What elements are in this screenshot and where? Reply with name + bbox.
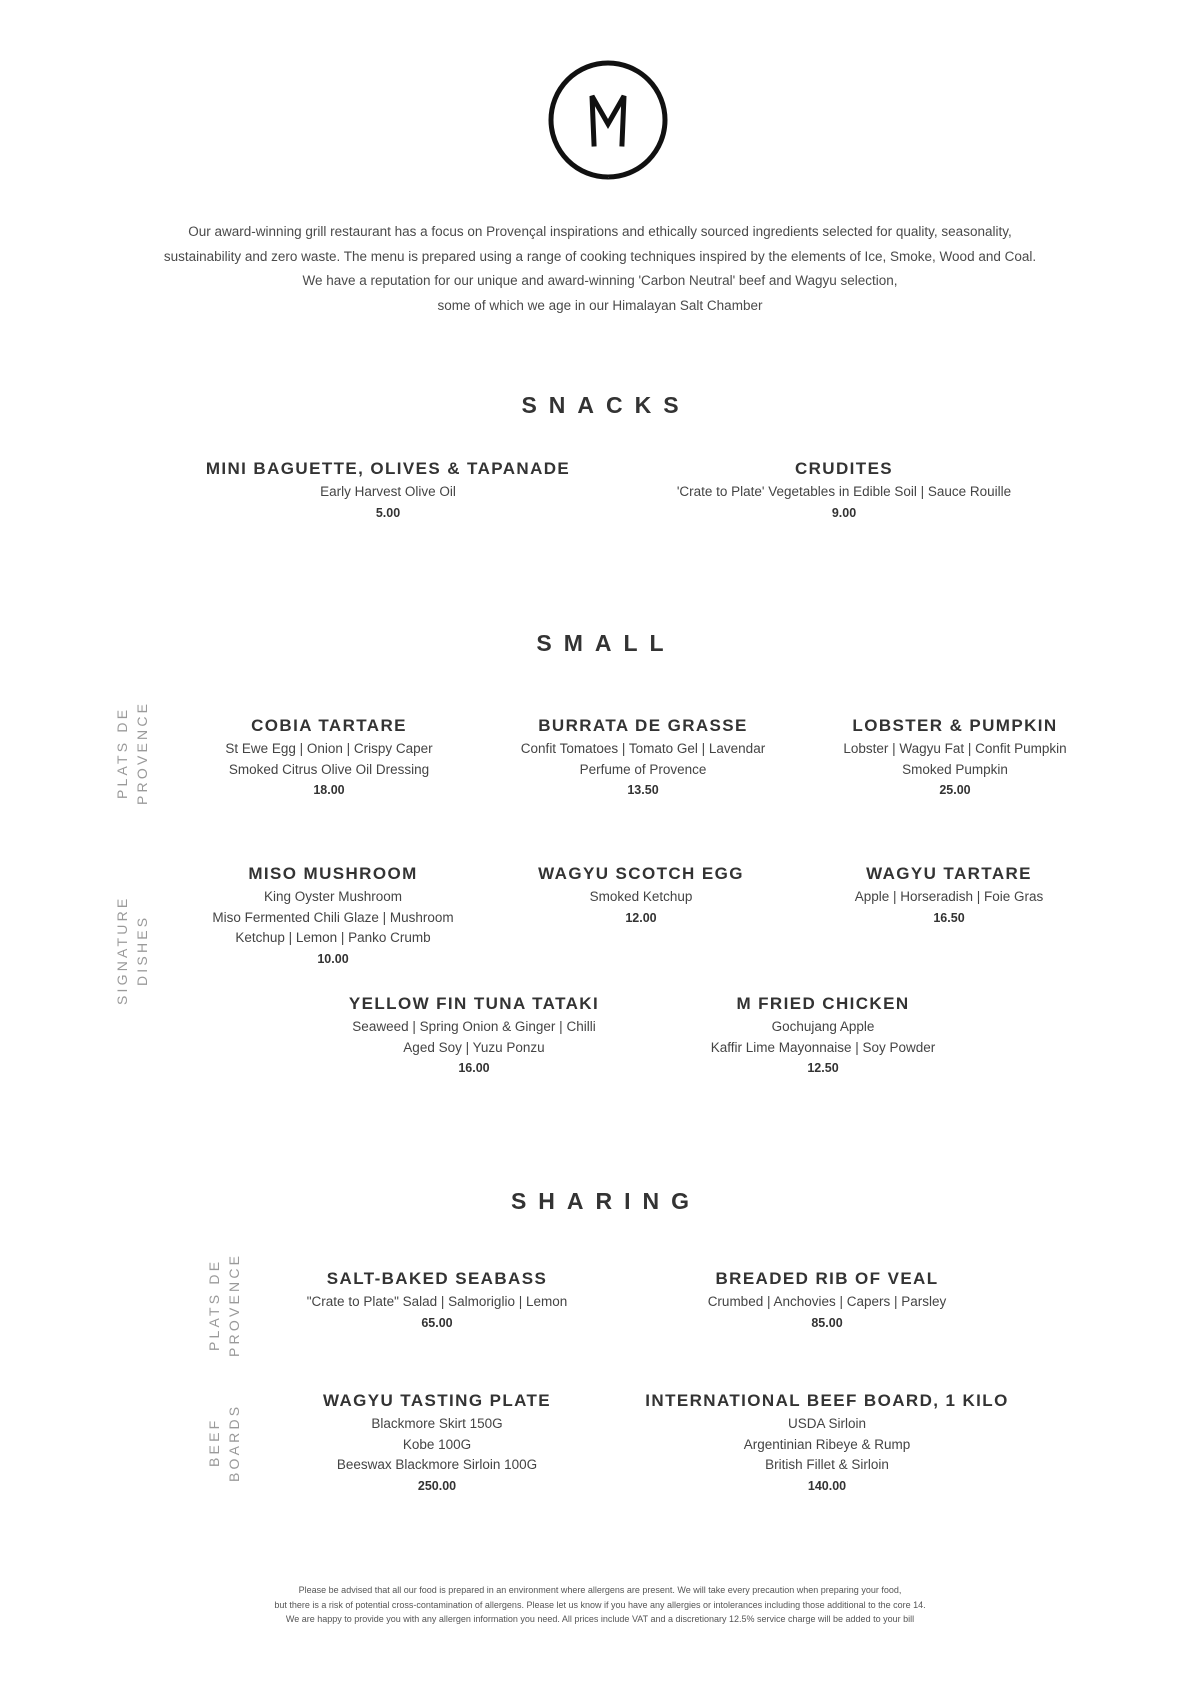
menu-item <box>645 1390 1008 1496</box>
item-name: WAGYU SCOTCH EGG <box>538 864 744 883</box>
menu-item <box>711 993 936 1078</box>
item-name: MINI BAGUETTE, OLIVES & TAPANADE <box>205 459 571 478</box>
item-price: 9.00 <box>831 505 857 520</box>
menu-item <box>349 993 599 1078</box>
item-name: M FRIED CHICKEN <box>736 994 910 1013</box>
menu-item <box>206 458 570 523</box>
item-price: 25.00 <box>939 783 971 797</box>
section-title-snacks: SNACKS <box>521 392 691 418</box>
item-price: 12.00 <box>625 910 657 925</box>
menu-item <box>708 1268 947 1333</box>
item-desc: Confit Tomatoes | Tomato Gel | Lavendar <box>520 741 766 756</box>
item-desc: Miso Fermented Chili Glaze | Mushroom <box>212 909 454 925</box>
item-name: COBIA TARTARE <box>251 716 407 735</box>
intro-line: sustainability and zero waste. The menu is prepared using a range of cooking techniques inspired by the elements of Ice, Smoke, Wood and Coal. <box>163 248 1037 264</box>
menu-item <box>843 715 1066 800</box>
menu-item <box>538 863 744 928</box>
item-desc: Seaweed | Spring Onion & Ginger | Chilli <box>352 1019 596 1034</box>
item-name: WAGYU TARTARE <box>866 864 1032 883</box>
menu-item <box>307 1268 567 1333</box>
menu-item <box>323 1390 551 1496</box>
item-name: LOBSTER & PUMPKIN <box>852 716 1058 735</box>
item-price: 65.00 <box>421 1315 453 1330</box>
m-monogram-logo <box>548 60 668 180</box>
side-label-line: PROVENCE <box>134 700 150 806</box>
menu-item <box>212 863 453 969</box>
logo-letter: M <box>608 178 609 179</box>
side-label-beef-boards <box>204 1400 244 1485</box>
footer-line: Please be advised that all our food is prepared in an environment where allergens are present. We will take every precaution when preparing your food, <box>298 1585 902 1595</box>
item-desc: King Oyster Mushroom <box>263 889 403 904</box>
item-name: MISO MUSHROOM <box>248 864 418 883</box>
item-desc: Crumbed | Anchovies | Capers | Parsley <box>707 1294 947 1309</box>
item-desc: Beeswax Blackmore Sirloin 100G <box>336 1457 538 1472</box>
side-label-line: PLATS DE <box>114 706 130 800</box>
item-desc: Lobster | Wagyu Fat | Confit Pumpkin <box>843 741 1067 756</box>
intro-line: some of which we age in our Himalayan Salt Chamber <box>437 297 763 313</box>
side-label-signature-dishes <box>112 890 152 1010</box>
item-name: BURRATA DE GRASSE <box>538 716 748 735</box>
item-desc: Smoked Pumpkin <box>902 761 1008 777</box>
intro-line: Our award-winning grill restaurant has a focus on Provençal inspirations and ethically sourced ingredients selected for quality, seasonality, <box>188 224 1012 239</box>
allergen-notice <box>150 1583 1050 1627</box>
item-name: INTERNATIONAL BEEF BOARD, 1 KILO <box>645 1391 1009 1410</box>
item-desc: Smoked Ketchup <box>589 889 693 904</box>
item-desc: British Fillet & Sirloin <box>765 1457 889 1472</box>
menu-item <box>225 715 432 800</box>
item-desc: Gochujang Apple <box>771 1019 875 1034</box>
item-desc: Kobe 100G <box>402 1436 472 1452</box>
item-desc: 'Crate to Plate' Vegetables in Edible Soil | Sauce Rouille <box>676 484 1012 499</box>
menu-item <box>677 458 1011 523</box>
item-desc: Blackmore Skirt 150G <box>371 1416 503 1431</box>
side-label-line: DISHES <box>134 914 150 986</box>
side-label-line: PLATS DE <box>206 1258 222 1352</box>
item-name: WAGYU TASTING PLATE <box>322 1391 552 1410</box>
side-label-line: BOARDS <box>226 1403 242 1482</box>
item-name: BREADED RIB OF VEAL <box>715 1269 939 1288</box>
item-desc: Apple | Horseradish | Foie Gras <box>854 889 1044 904</box>
side-label-plats-de-provence <box>112 698 152 808</box>
item-price: 250.00 <box>417 1478 457 1493</box>
item-desc: USDA Sirloin <box>787 1416 867 1431</box>
item-desc: Argentinian Ribeye & Rump <box>743 1436 911 1452</box>
item-price: 10.00 <box>317 951 349 966</box>
item-price: 16.50 <box>933 910 965 925</box>
item-name: SALT-BAKED SEABASS <box>326 1269 548 1288</box>
item-desc: Aged Soy | Yuzu Ponzu <box>403 1039 545 1055</box>
item-name: CRUDITES <box>794 459 894 478</box>
footer-line: We are happy to provide you with any allergen information you need. All prices include VAT and a discretionary 12.5% service charge will be added to your bill <box>285 1614 915 1624</box>
side-label-line: PROVENCE <box>226 1252 242 1358</box>
item-price: 18.00 <box>313 783 345 797</box>
side-label-plats-de-provence <box>204 1250 244 1360</box>
item-desc: Smoked Citrus Olive Oil Dressing <box>228 761 430 777</box>
item-price: 140.00 <box>807 1478 847 1493</box>
item-price: 13.50 <box>627 783 659 797</box>
item-desc: Perfume of Provence <box>579 761 707 777</box>
item-desc: Kaffir Lime Mayonnaise | Soy Powder <box>710 1039 936 1055</box>
intro-line: We have a reputation for our unique and award-winning 'Carbon Neutral' beef and Wagyu selection, <box>302 273 898 288</box>
intro-text <box>100 220 1100 318</box>
side-label-line: BEEF <box>206 1417 222 1468</box>
menu-item <box>855 863 1044 928</box>
section-title-small: SMALL <box>536 630 676 656</box>
item-desc: St Ewe Egg | Onion | Crispy Caper <box>225 741 433 756</box>
section-title-sharing: SHARING <box>510 1188 702 1214</box>
item-name: YELLOW FIN TUNA TATAKI <box>348 994 600 1013</box>
item-price: 12.50 <box>807 1061 839 1075</box>
item-desc: Early Harvest Olive Oil <box>320 484 456 499</box>
item-desc: Ketchup | Lemon | Panko Crumb <box>235 930 431 945</box>
item-desc: "Crate to Plate" Salad | Salmoriglio | Lemon <box>306 1294 568 1309</box>
footer-line: but there is a risk of potential cross-contamination of allergens. Please let us know if you have any allergies or intolerances including those additional to the core 14. <box>274 1599 926 1610</box>
item-price: 16.00 <box>458 1061 490 1075</box>
menu-item <box>521 715 765 800</box>
side-label-line: SIGNATURE <box>114 895 130 1005</box>
item-price: 85.00 <box>811 1315 843 1330</box>
item-price: 5.00 <box>375 505 401 520</box>
